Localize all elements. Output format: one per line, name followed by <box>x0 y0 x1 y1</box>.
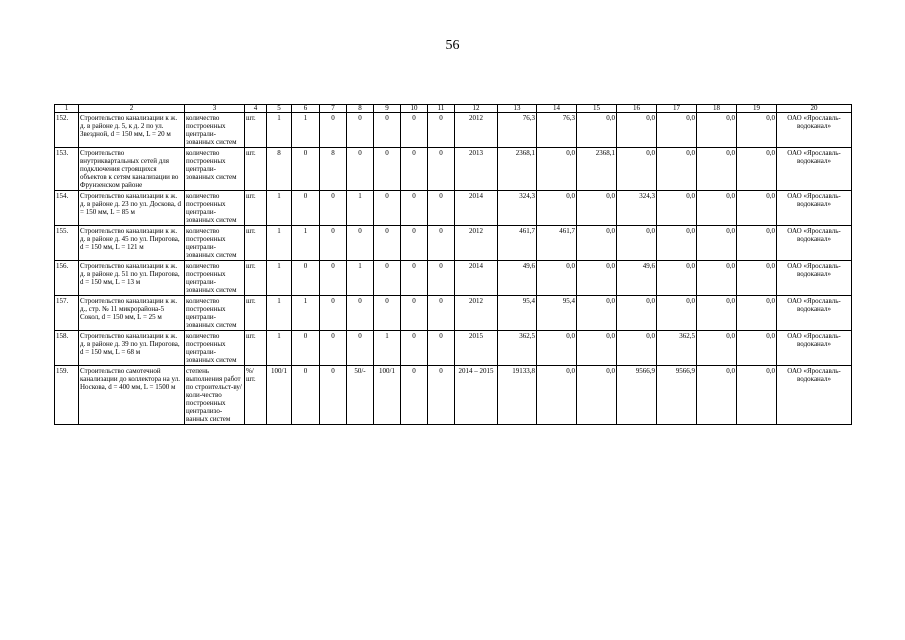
column-number: 15 <box>577 105 617 113</box>
measure-name: Строительство канализации к ж. д. в районе д. 23 по ул. Доскова, d = 150 мм, L = 85 м <box>79 191 185 226</box>
executor-cell: ОАО «Ярославль-водоканал» <box>777 148 852 191</box>
unit-cell: %/ шт. <box>245 366 267 425</box>
amount-cell: 0,0 <box>697 296 737 331</box>
year-cell: 2012 <box>455 113 498 148</box>
value-cell: 0 <box>401 366 428 425</box>
row-number: 155. <box>55 226 79 261</box>
amount-cell: 9566,9 <box>657 366 697 425</box>
table-row <box>55 191 852 226</box>
value-cell: 0 <box>292 191 320 226</box>
year-cell: 2014 <box>455 261 498 296</box>
amount-cell: 0,0 <box>577 226 617 261</box>
value-cell: 0 <box>320 226 347 261</box>
column-number: 3 <box>185 105 245 113</box>
year-cell: 2014 <box>455 191 498 226</box>
table-row <box>55 296 852 331</box>
amount-cell: 0,0 <box>697 261 737 296</box>
indicator-name: количество построенных централи-зованных систем <box>185 296 245 331</box>
value-cell: 0 <box>401 296 428 331</box>
value-cell: 1 <box>267 331 292 366</box>
year-cell: 2015 <box>455 331 498 366</box>
value-cell: 0 <box>292 261 320 296</box>
executor-cell: ОАО «Ярославль-водоканал» <box>777 366 852 425</box>
value-cell: 0 <box>401 261 428 296</box>
column-number: 4 <box>245 105 267 113</box>
unit-cell: шт. <box>245 191 267 226</box>
table-row <box>55 331 852 366</box>
column-number: 7 <box>320 105 347 113</box>
amount-cell: 0,0 <box>697 191 737 226</box>
total-cell: 76,3 <box>498 113 537 148</box>
column-number: 11 <box>428 105 455 113</box>
year-cell: 2013 <box>455 148 498 191</box>
column-number: 2 <box>79 105 185 113</box>
amount-cell: 0,0 <box>577 191 617 226</box>
row-number: 158. <box>55 331 79 366</box>
amount-cell: 0,0 <box>697 226 737 261</box>
value-cell: 0 <box>347 331 374 366</box>
value-cell: 0 <box>320 113 347 148</box>
executor-cell: ОАО «Ярославль-водоканал» <box>777 331 852 366</box>
executor-cell: ОАО «Ярославль-водоканал» <box>777 191 852 226</box>
amount-cell: 0,0 <box>657 261 697 296</box>
value-cell: 0 <box>428 148 455 191</box>
year-cell: 2014 – 2015 <box>455 366 498 425</box>
indicator-name: количество построенных централи-зованных систем <box>185 148 245 191</box>
amount-cell: 0,0 <box>737 261 777 296</box>
column-number: 6 <box>292 105 320 113</box>
table-row <box>55 113 852 148</box>
table-row <box>55 148 852 191</box>
measure-name: Строительство самотечной канализации до коллектора на ул. Носкова, d = 400 мм, L = 1500 м <box>79 366 185 425</box>
value-cell: 0 <box>401 331 428 366</box>
value-cell: 0 <box>374 296 401 331</box>
unit-cell: шт. <box>245 226 267 261</box>
measure-name: Строительство канализации к ж. д. в районе д. 51 по ул. Пирогова, d = 150 мм, L = 13 м <box>79 261 185 296</box>
executor-cell: ОАО «Ярославль-водоканал» <box>777 296 852 331</box>
value-cell: 0 <box>320 191 347 226</box>
data-table <box>54 104 852 425</box>
year-cell: 2012 <box>455 296 498 331</box>
unit-cell: шт. <box>245 296 267 331</box>
indicator-name: количество построенных централи-зованных систем <box>185 113 245 148</box>
value-cell: 0 <box>347 148 374 191</box>
amount-cell: 0,0 <box>617 148 657 191</box>
amount-cell: 0,0 <box>577 366 617 425</box>
indicator-name: количество построенных централи-зованных систем <box>185 331 245 366</box>
total-cell: 324,3 <box>498 191 537 226</box>
column-number: 12 <box>455 105 498 113</box>
amount-cell: 0,0 <box>737 113 777 148</box>
row-number: 159. <box>55 366 79 425</box>
value-cell: 0 <box>428 191 455 226</box>
value-cell: 0 <box>320 331 347 366</box>
value-cell: 0 <box>347 296 374 331</box>
value-cell: 0 <box>320 296 347 331</box>
amount-cell: 0,0 <box>537 366 577 425</box>
amount-cell: 0,0 <box>657 113 697 148</box>
table-row <box>55 261 852 296</box>
value-cell: 0 <box>401 191 428 226</box>
amount-cell: 0,0 <box>617 296 657 331</box>
indicator-name: количество построенных централи-зованных систем <box>185 191 245 226</box>
value-cell: 0 <box>374 113 401 148</box>
value-cell: 100/1 <box>267 366 292 425</box>
amount-cell: 0,0 <box>537 331 577 366</box>
amount-cell: 0,0 <box>737 148 777 191</box>
value-cell: 100/1 <box>374 366 401 425</box>
unit-cell: шт. <box>245 148 267 191</box>
column-number: 14 <box>537 105 577 113</box>
amount-cell: 0,0 <box>617 113 657 148</box>
amount-cell: 0,0 <box>537 148 577 191</box>
executor-cell: ОАО «Ярославль-водоканал» <box>777 261 852 296</box>
row-number: 156. <box>55 261 79 296</box>
executor-cell: ОАО «Ярославль-водоканал» <box>777 113 852 148</box>
value-cell: 0 <box>320 366 347 425</box>
value-cell: 0 <box>347 113 374 148</box>
amount-cell: 0,0 <box>737 226 777 261</box>
column-number: 10 <box>401 105 428 113</box>
amount-cell: 0,0 <box>737 296 777 331</box>
amount-cell: 0,0 <box>697 331 737 366</box>
value-cell: 1 <box>267 296 292 331</box>
value-cell: 0 <box>320 261 347 296</box>
amount-cell: 0,0 <box>537 261 577 296</box>
row-number: 154. <box>55 191 79 226</box>
column-number: 19 <box>737 105 777 113</box>
amount-cell: 0,0 <box>737 331 777 366</box>
value-cell: 1 <box>292 113 320 148</box>
amount-cell: 0,0 <box>657 296 697 331</box>
total-cell: 2368,1 <box>498 148 537 191</box>
measure-name: Строительство канализации к ж. д. в районе д. 39 по ул. Пирогова, d = 150 мм, L = 68 м <box>79 331 185 366</box>
value-cell: 0 <box>292 366 320 425</box>
indicator-name: степень выполнения работ по строительст-ву/ коли-чество построенных централизо-ванных систем <box>185 366 245 425</box>
column-number: 9 <box>374 105 401 113</box>
value-cell: 0 <box>428 331 455 366</box>
column-number: 16 <box>617 105 657 113</box>
total-cell: 461,7 <box>498 226 537 261</box>
value-cell: 0 <box>401 148 428 191</box>
column-number: 13 <box>498 105 537 113</box>
amount-cell: 0,0 <box>737 366 777 425</box>
total-cell: 19133,8 <box>498 366 537 425</box>
unit-cell: шт. <box>245 331 267 366</box>
value-cell: 0 <box>374 148 401 191</box>
value-cell: 0 <box>374 261 401 296</box>
amount-cell: 0,0 <box>617 331 657 366</box>
value-cell: 0 <box>428 296 455 331</box>
value-cell: 0 <box>292 148 320 191</box>
value-cell: 0 <box>428 226 455 261</box>
amount-cell: 362,5 <box>657 331 697 366</box>
amount-cell: 0,0 <box>577 296 617 331</box>
year-cell: 2012 <box>455 226 498 261</box>
amount-cell: 76,3 <box>537 113 577 148</box>
amount-cell: 2368,1 <box>577 148 617 191</box>
value-cell: 0 <box>428 261 455 296</box>
page-number: 56 <box>445 38 460 53</box>
column-number: 20 <box>777 105 852 113</box>
amount-cell: 0,0 <box>697 148 737 191</box>
total-cell: 95,4 <box>498 296 537 331</box>
amount-cell: 0,0 <box>537 191 577 226</box>
table-row <box>55 366 852 425</box>
value-cell: 1 <box>292 296 320 331</box>
row-number: 153. <box>55 148 79 191</box>
indicator-name: количество построенных централи-зованных систем <box>185 261 245 296</box>
value-cell: 0 <box>401 113 428 148</box>
value-cell: 1 <box>267 191 292 226</box>
value-cell: 1 <box>347 191 374 226</box>
value-cell: 1 <box>267 261 292 296</box>
total-cell: 362,5 <box>498 331 537 366</box>
value-cell: 0 <box>401 226 428 261</box>
column-number-row <box>55 105 852 113</box>
total-cell: 49,6 <box>498 261 537 296</box>
value-cell: 0 <box>374 226 401 261</box>
value-cell: 1 <box>292 226 320 261</box>
amount-cell: 0,0 <box>697 366 737 425</box>
amount-cell: 9566,9 <box>617 366 657 425</box>
indicator-name: количество построенных централи-зованных систем <box>185 226 245 261</box>
amount-cell: 0,0 <box>737 191 777 226</box>
value-cell: 1 <box>374 331 401 366</box>
measure-name: Строительство канализации к ж. д., стр. № 11 микрорайона-5 Сокол, d = 150 мм, L = 25 м <box>79 296 185 331</box>
amount-cell: 461,7 <box>537 226 577 261</box>
value-cell: 1 <box>267 226 292 261</box>
column-number: 5 <box>267 105 292 113</box>
value-cell: 0 <box>428 366 455 425</box>
row-number: 157. <box>55 296 79 331</box>
measure-name: Строительство канализации к ж. д. в районе д. 45 по ул. Пирогова, d = 150 мм, L = 121 м <box>79 226 185 261</box>
value-cell: 8 <box>267 148 292 191</box>
amount-cell: 0,0 <box>657 191 697 226</box>
executor-cell: ОАО «Ярославль-водоканал» <box>777 226 852 261</box>
amount-cell: 0,0 <box>617 226 657 261</box>
unit-cell: шт. <box>245 261 267 296</box>
value-cell: 0 <box>374 191 401 226</box>
value-cell: 0 <box>347 226 374 261</box>
amount-cell: 0,0 <box>577 113 617 148</box>
amount-cell: 324,3 <box>617 191 657 226</box>
amount-cell: 95,4 <box>537 296 577 331</box>
value-cell: 1 <box>347 261 374 296</box>
column-number: 17 <box>657 105 697 113</box>
table-row <box>55 226 852 261</box>
amount-cell: 0,0 <box>657 148 697 191</box>
measure-name: Строительство канализации к ж. д. в районе д. 5, к д. 2 по ул. Звездной, d = 150 мм, L = 20 м <box>79 113 185 148</box>
amount-cell: 0,0 <box>657 226 697 261</box>
column-number: 18 <box>697 105 737 113</box>
unit-cell: шт. <box>245 113 267 148</box>
value-cell: 8 <box>320 148 347 191</box>
column-number: 1 <box>55 105 79 113</box>
amount-cell: 49,6 <box>617 261 657 296</box>
amount-cell: 0,0 <box>577 331 617 366</box>
value-cell: 0 <box>428 113 455 148</box>
amount-cell: 0,0 <box>697 113 737 148</box>
measure-name: Строительство внутриквартальных сетей для подключения строящихся объектов к сетям канализации во Фрунзенском районе <box>79 148 185 191</box>
row-number: 152. <box>55 113 79 148</box>
value-cell: 1 <box>267 113 292 148</box>
value-cell: 0 <box>292 331 320 366</box>
amount-cell: 0,0 <box>577 261 617 296</box>
column-number: 8 <box>347 105 374 113</box>
value-cell: 50/- <box>347 366 374 425</box>
